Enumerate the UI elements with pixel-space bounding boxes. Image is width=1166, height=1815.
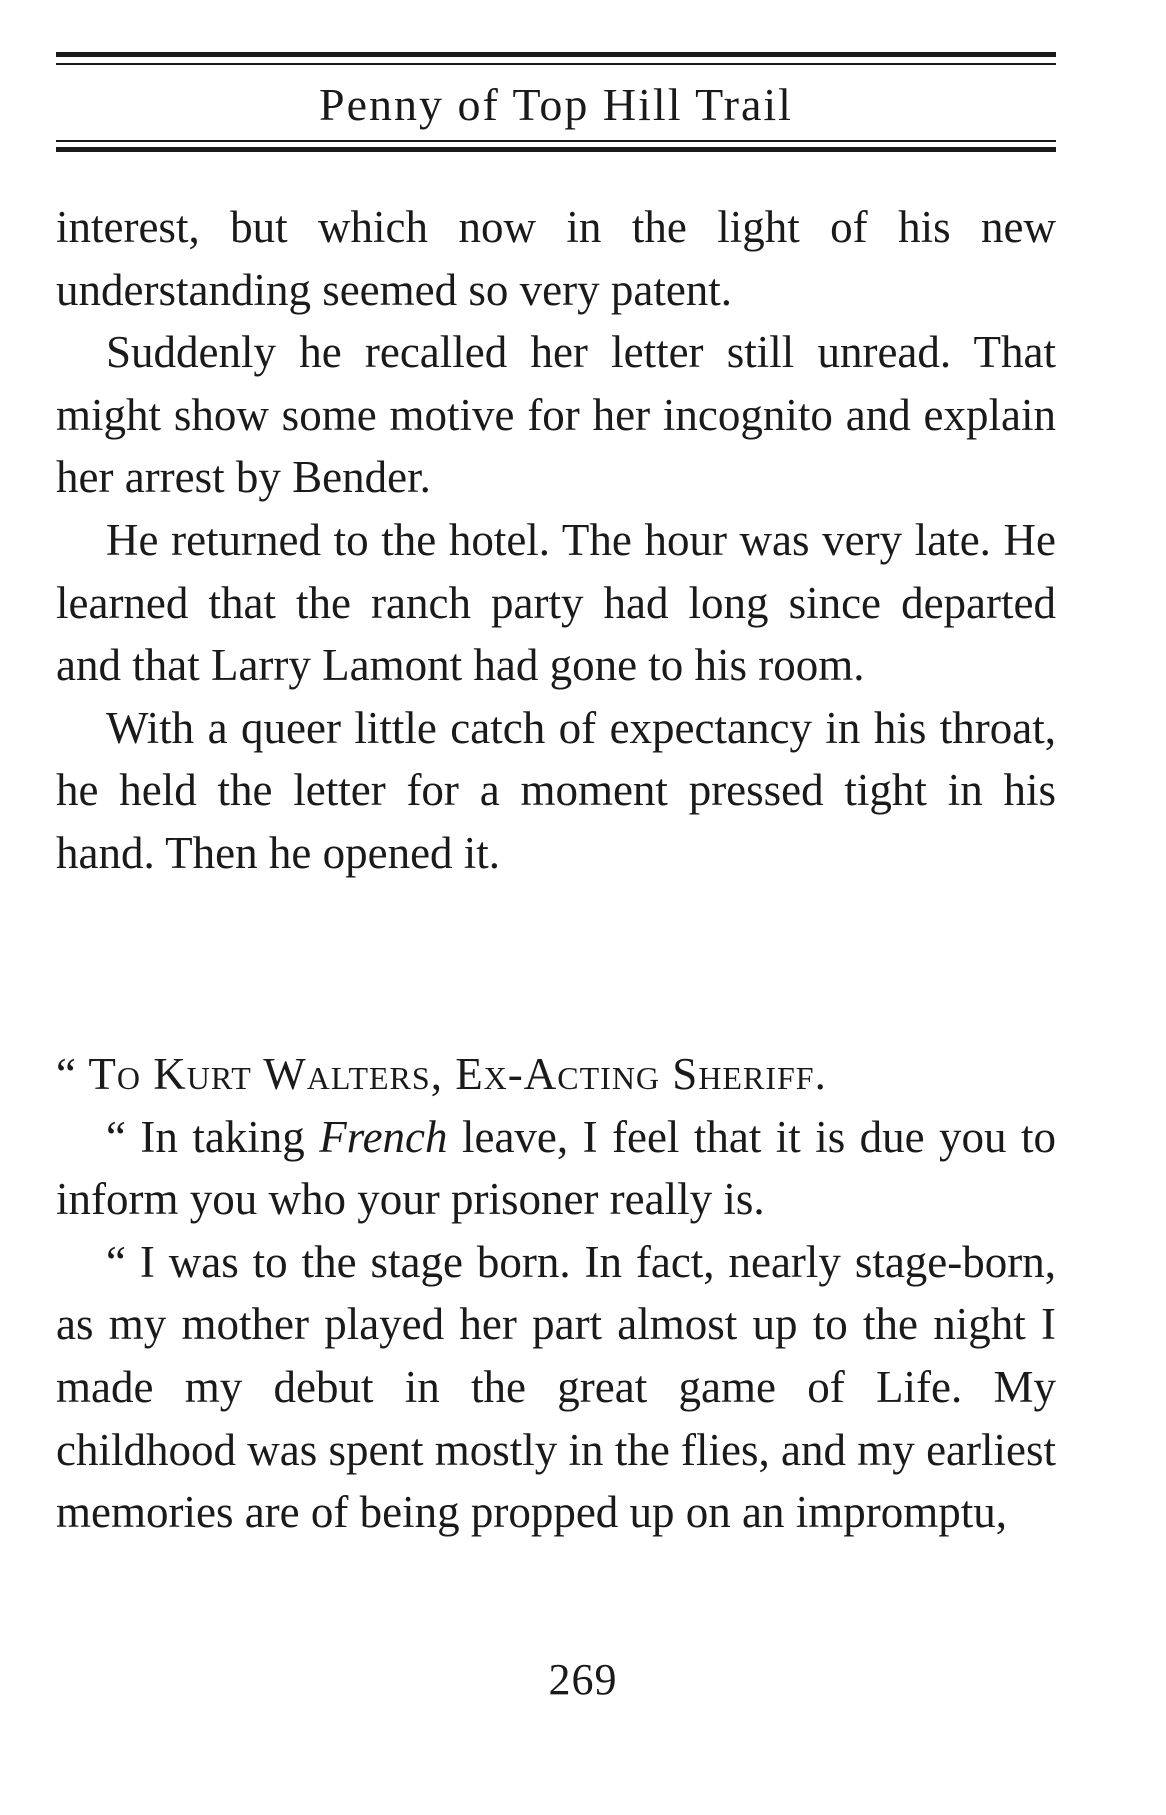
letter-salutation: “ To Kurt Walters, Ex-Acting Sheriff. <box>56 1049 827 1099</box>
narrative-text <box>56 196 1056 885</box>
header-top-rule-thin <box>56 63 1056 65</box>
paragraph: He returned to the hotel. The hour was very late. He learned that the ranch party had long since departed and that Larry Lamont had gone to his room. <box>56 514 1056 691</box>
page-number: 269 <box>548 1655 618 1704</box>
header-bottom-rule-thin <box>56 140 1056 142</box>
header-bottom-rule-thick <box>56 147 1056 152</box>
letter-text <box>56 1043 1056 1544</box>
letter-paragraph: “ I was to the stage born. In fact, nearly stage-born, as my mother played her part almost up to the night I made my debut in the great game of Life. My childhood was spent mostly in the flies, and my earliest memories are of being propped up on an impromptu, <box>56 1236 1056 1538</box>
italic-word: French <box>319 1111 448 1162</box>
running-title: Penny of Top Hill Trail <box>319 79 793 130</box>
letter-paragraph <box>56 1106 1056 1231</box>
header-top-rule-thick <box>56 52 1056 57</box>
paragraph: Suddenly he recalled her letter still unread. That might show some motive for her incognito and explain her arrest by Bender. <box>56 327 1056 503</box>
paragraph: With a queer little catch of expectancy in his throat, he held the letter for a moment pressed tight in his hand. Then he opened it. <box>56 702 1056 878</box>
letter-text-segment: “ In taking <box>106 1111 320 1162</box>
letter-text-segment: leave, I feel that it is due you to inform you who your prisoner really is. <box>56 1111 1056 1225</box>
paragraph-continuation: interest, but which now in the light of his new understanding seemed so very patent. <box>56 202 1056 315</box>
